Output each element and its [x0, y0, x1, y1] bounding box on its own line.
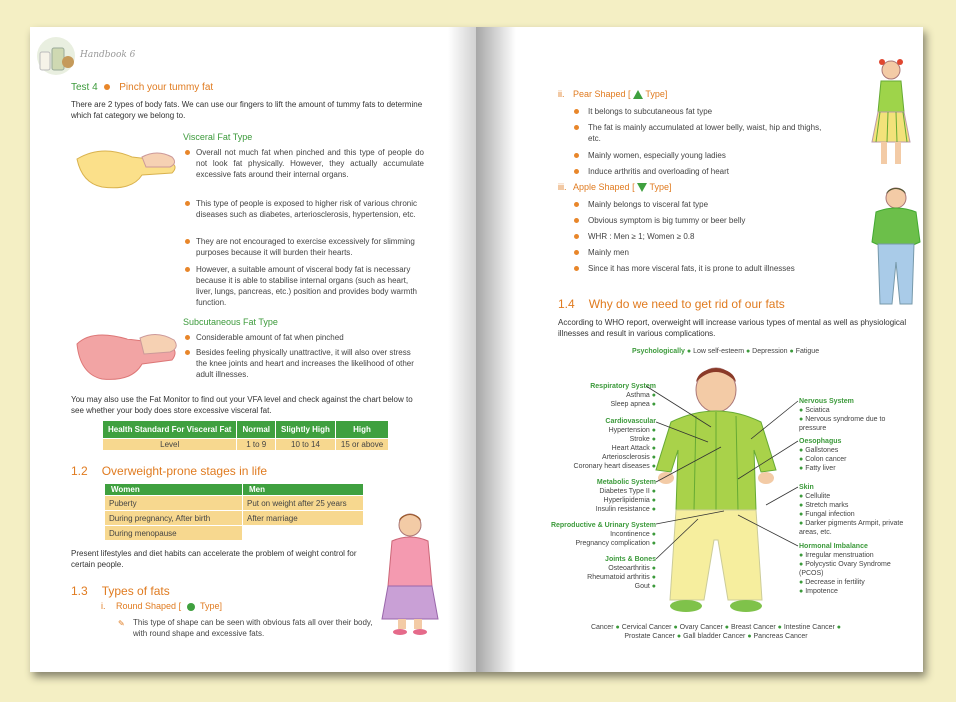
bullet-dot-icon: ● — [799, 579, 804, 586]
label-item: Polycystic Ovary Syndrome (PCOS) — [799, 561, 891, 577]
orange-dot-icon — [104, 84, 110, 90]
bullet-dot-icon: ● — [676, 633, 682, 640]
list-numeral: i. — [101, 601, 106, 611]
visceral-bullet-4: However, a suitable amount of visceral body fat is necessary because it is able to stabilise internal organs (such as heart, liver, lungs, pancreas, etc.) position and provides body warmth function. — [196, 265, 418, 307]
label-item: Hyperlipidemia — [603, 497, 650, 504]
apple-bullet-5: Since it has more visceral fats, it is prone to adult illnesses — [588, 264, 795, 273]
leader-lines — [476, 27, 923, 672]
label-title: Cardiovascular — [605, 418, 656, 425]
label-title: Respiratory System — [590, 383, 656, 390]
section-title: Overweight-prone stages in life — [101, 464, 268, 478]
visceral-bullet-2: This type of people is exposed to higher risk of various chronic diseases such as diabetes, arteriosclerosis, hypertension, etc. — [196, 199, 418, 219]
right-page — [476, 27, 923, 672]
bullet-dot-icon: ● — [799, 416, 804, 423]
label-item: Asthma — [626, 392, 650, 399]
open-book — [30, 27, 923, 672]
pear-title-text: Pear Shaped [ — [573, 89, 631, 99]
vfa-cell: Level — [103, 439, 237, 451]
round-title-text: Round Shaped [ — [116, 601, 182, 611]
visceral-bullet-1: Overall not much fat when pinched and this type of people do not look fat physically. However, they actually accumulate excessive fats around their internal organs. — [196, 148, 424, 179]
apple-bullet-3: WHR : Men ≥ 1; Women ≥ 0.8 — [588, 232, 695, 241]
cancer-item: Intestine Cancer — [783, 624, 835, 631]
label-item: Impotence — [805, 588, 838, 595]
bullet-dot-icon: ● — [799, 561, 804, 568]
bullet-dot-icon: ● — [799, 465, 804, 472]
cancer-item: Pancreas Cancer — [753, 633, 808, 640]
bullet-dot — [185, 350, 190, 355]
bullet-dot — [185, 150, 190, 155]
label-item: Gallstones — [805, 447, 839, 454]
psych-item: Depression — [752, 348, 788, 355]
bullet-dot-icon: ● — [799, 502, 804, 509]
pear-title-text: Type] — [645, 89, 668, 99]
bullet-dot-icon: ● — [799, 520, 804, 527]
cancer-item: Breast Cancer — [730, 624, 776, 631]
bullet-dot-icon: ● — [651, 506, 656, 513]
stages-cell: Puberty — [105, 496, 243, 511]
gutter-shadow — [448, 27, 476, 672]
label-title: Oesophagus — [799, 438, 842, 445]
label-item: Insulin resistance — [595, 506, 650, 513]
label-item: Gout — [634, 583, 650, 590]
pointing-hand-icon: ✎ — [118, 619, 125, 628]
label-title: Nervous System — [799, 398, 854, 405]
round-shape-icon — [187, 603, 195, 611]
vfa-header: Normal — [237, 421, 276, 439]
label-title: Metabolic System — [596, 479, 656, 486]
section-1-2-heading — [71, 464, 267, 478]
list-numeral: ii. — [558, 89, 565, 99]
label-item: Fungal infection — [805, 511, 855, 518]
bullet-dot — [185, 267, 190, 272]
bullet-dot-icon: ● — [651, 463, 656, 470]
cancer-item: Gall bladder Cancer — [683, 633, 746, 640]
label-item: Diabetes Type II — [599, 488, 650, 495]
section-1-3-heading — [71, 584, 170, 598]
bullet-dot-icon: ● — [651, 401, 656, 408]
psych-item: Fatigue — [795, 348, 820, 355]
vfa-cell: 10 to 14 — [276, 439, 336, 451]
section-number: 1.2 — [71, 464, 88, 478]
label-item: Irregular menstruation — [805, 552, 874, 559]
bullet-dot-icon: ● — [651, 583, 656, 590]
vfa-table — [102, 420, 389, 451]
pear-bullet-3: Mainly women, especially young ladies — [588, 151, 726, 160]
stages-cell — [243, 526, 364, 541]
round-woman-illustration — [380, 511, 440, 639]
label-item: Darker pigments Armpit, private areas, etc. — [799, 520, 904, 536]
bullet-dot-icon: ● — [615, 624, 620, 631]
bullet-dot-icon: ● — [799, 511, 804, 518]
round-bullet: This type of shape can be seen with obvious fats all over their body, with round shape and excessive fats. — [133, 618, 373, 638]
bullet-dot-icon: ● — [651, 497, 656, 504]
section-title: Why do we need to get rid of our fats — [588, 297, 785, 311]
section-number: 1.4 — [558, 297, 575, 311]
stages-cell: Put on weight after 25 years — [243, 496, 364, 511]
stages-header: Women — [105, 484, 243, 496]
cancer-item: Cancer — [590, 624, 614, 631]
label-item: Heart Attack — [611, 445, 650, 452]
label-item: Osteoarthritis — [608, 565, 650, 572]
bullet-dot-icon: ● — [777, 624, 782, 631]
bullet-dot-icon: ● — [799, 552, 804, 559]
label-item: Stretch marks — [805, 502, 849, 509]
bullet-dot-icon: ● — [799, 447, 804, 454]
bullet-dot-icon: ● — [651, 436, 656, 443]
apple-bullet-1: Mainly belongs to visceral fat type — [588, 200, 709, 209]
label-item: Sleep apnea — [610, 401, 650, 408]
vfa-cell: 1 to 9 — [237, 439, 276, 451]
cancer-item: Ovary Cancer — [679, 624, 723, 631]
bullet-dot-icon: ● — [651, 445, 656, 452]
pear-bullet-4: Induce arthritis and overloading of heart — [588, 167, 729, 176]
bullet-dot-icon: ● — [724, 624, 729, 631]
bullet-dot — [185, 239, 190, 244]
cancer-item: Cervical Cancer — [621, 624, 672, 631]
bullet-dot-icon: ● — [686, 348, 692, 355]
vfa-text: You may also use the Fat Monitor to find out your VFA level and check against the chart below to see whether your body does store excessive visceral fat. — [71, 395, 413, 415]
label-item: Arteriosclerosis — [601, 454, 650, 461]
vfa-header: Slightly High — [276, 421, 336, 439]
label-item: Colon cancer — [805, 456, 847, 463]
psych-item: Low self-esteem — [693, 348, 745, 355]
stages-cell: During pregnancy, After birth — [105, 511, 243, 526]
bullet-dot-icon: ● — [747, 633, 752, 640]
bullet-dot-icon: ● — [673, 624, 678, 631]
label-item: Hypertension — [608, 427, 650, 434]
vfa-header: Health Standard For Visceral Fat — [103, 421, 237, 439]
stages-table — [104, 483, 364, 541]
vfa-header: High — [335, 421, 388, 439]
cancers-list — [536, 623, 896, 641]
test4-title: Pinch your tummy fat — [119, 82, 214, 93]
label-item: Fatty liver — [805, 465, 836, 472]
stages-header: Men — [243, 484, 364, 496]
test4-heading — [71, 82, 213, 93]
label-title: Skin — [799, 484, 814, 491]
apple-title-text: Apple Shaped [ — [573, 182, 635, 192]
round-shaped-title — [101, 601, 222, 611]
cancer-item: Prostate Cancer — [624, 633, 675, 640]
label-item: Decrease in fertility — [805, 579, 865, 586]
round-title-text: Type] — [199, 601, 222, 611]
label-item: Incontinence — [610, 531, 650, 538]
label-item: Nervous syndrome due to pressure — [799, 416, 886, 432]
bullet-dot — [185, 335, 190, 340]
label-item: Cellulite — [805, 493, 831, 500]
apple-bullet-2: Obvious symptom is big tummy or beer belly — [588, 216, 746, 225]
pear-bullet-2: The fat is mainly accumulated at lower belly, waist, hip and thighs, etc. — [588, 123, 822, 143]
bullet-dot-icon: ● — [836, 624, 842, 631]
bullet-dot-icon: ● — [651, 574, 656, 581]
header-label: Handbook 6 — [80, 50, 136, 60]
bullet-dot-icon: ● — [651, 531, 656, 538]
label-item: Coronary heart diseases — [573, 463, 650, 470]
label-item: Pregnancy complication — [575, 540, 650, 547]
bullet-dot-icon: ● — [651, 565, 656, 572]
label-item: Rheumatoid arthritis — [587, 574, 650, 581]
label-item: Sciatica — [805, 407, 830, 414]
bullet-dot-icon: ● — [651, 392, 656, 399]
visceral-bullet-3: They are not encouraged to exercise excessively for slimming purposes because it will burden their hearts. — [196, 237, 415, 257]
psych-title: Psychologically — [632, 348, 685, 355]
bullet-dot-icon: ● — [651, 488, 656, 495]
label-title: Hormonal Imbalance — [799, 543, 868, 550]
section-title: Types of fats — [101, 584, 170, 598]
bullet-dot-icon: ● — [789, 348, 794, 355]
bullet-dot-icon: ● — [651, 540, 656, 547]
lifestyle-text: Present lifestyles and diet habits can accelerate the problem of weight control for certain people. — [71, 549, 357, 569]
bullet-dot-icon: ● — [799, 493, 804, 500]
apple-bullet-4: Mainly men — [588, 248, 629, 257]
test4-label: Test 4 — [71, 82, 98, 93]
subcutaneous-title: Subcutaneous Fat Type — [183, 317, 278, 327]
list-numeral: iii. — [558, 182, 567, 192]
left-page — [30, 27, 476, 672]
pear-bullet-1: It belongs to subcutaneous fat type — [588, 107, 713, 116]
stages-cell: During menopause — [105, 526, 243, 541]
bullet-dot-icon: ● — [651, 454, 656, 461]
bullet-dot-icon: ● — [651, 427, 656, 434]
subcutaneous-bullet-2: Besides feeling physically unattractive, it will also over stress the knee joints and heart and increases the likelihood of other adult illnesses. — [196, 348, 414, 379]
bullet-dot — [185, 201, 190, 206]
label-title: Joints & Bones — [605, 556, 656, 563]
stages-cell: After marriage — [243, 511, 364, 526]
section-number: 1.3 — [71, 584, 88, 598]
bullet-dot-icon: ● — [799, 456, 804, 463]
apple-title-text: Type] — [649, 182, 672, 192]
visceral-title: Visceral Fat Type — [183, 132, 253, 142]
label-title: Reproductive & Urinary System — [550, 522, 656, 529]
label-item: Stroke — [629, 436, 650, 443]
bullet-dot-icon: ● — [745, 348, 751, 355]
intro-text: There are 2 types of body fats. We can use our fingers to lift the amount of tummy fats to determine which fat category we belong to. — [71, 100, 423, 120]
pinch-subcutaneous-illustration — [72, 324, 184, 384]
pinch-visceral-illustration — [72, 139, 184, 194]
vfa-cell: 15 or above — [335, 439, 388, 451]
who-text: According to WHO report, overweight will increase various types of mental as well as physiological illnesses and result in various complications. — [558, 318, 907, 338]
handbook-logo-icon — [32, 34, 80, 76]
bullet-dot-icon: ● — [799, 588, 804, 595]
bullet-dot-icon: ● — [799, 407, 804, 414]
subcutaneous-bullet-1: Considerable amount of fat when pinched — [196, 333, 344, 342]
